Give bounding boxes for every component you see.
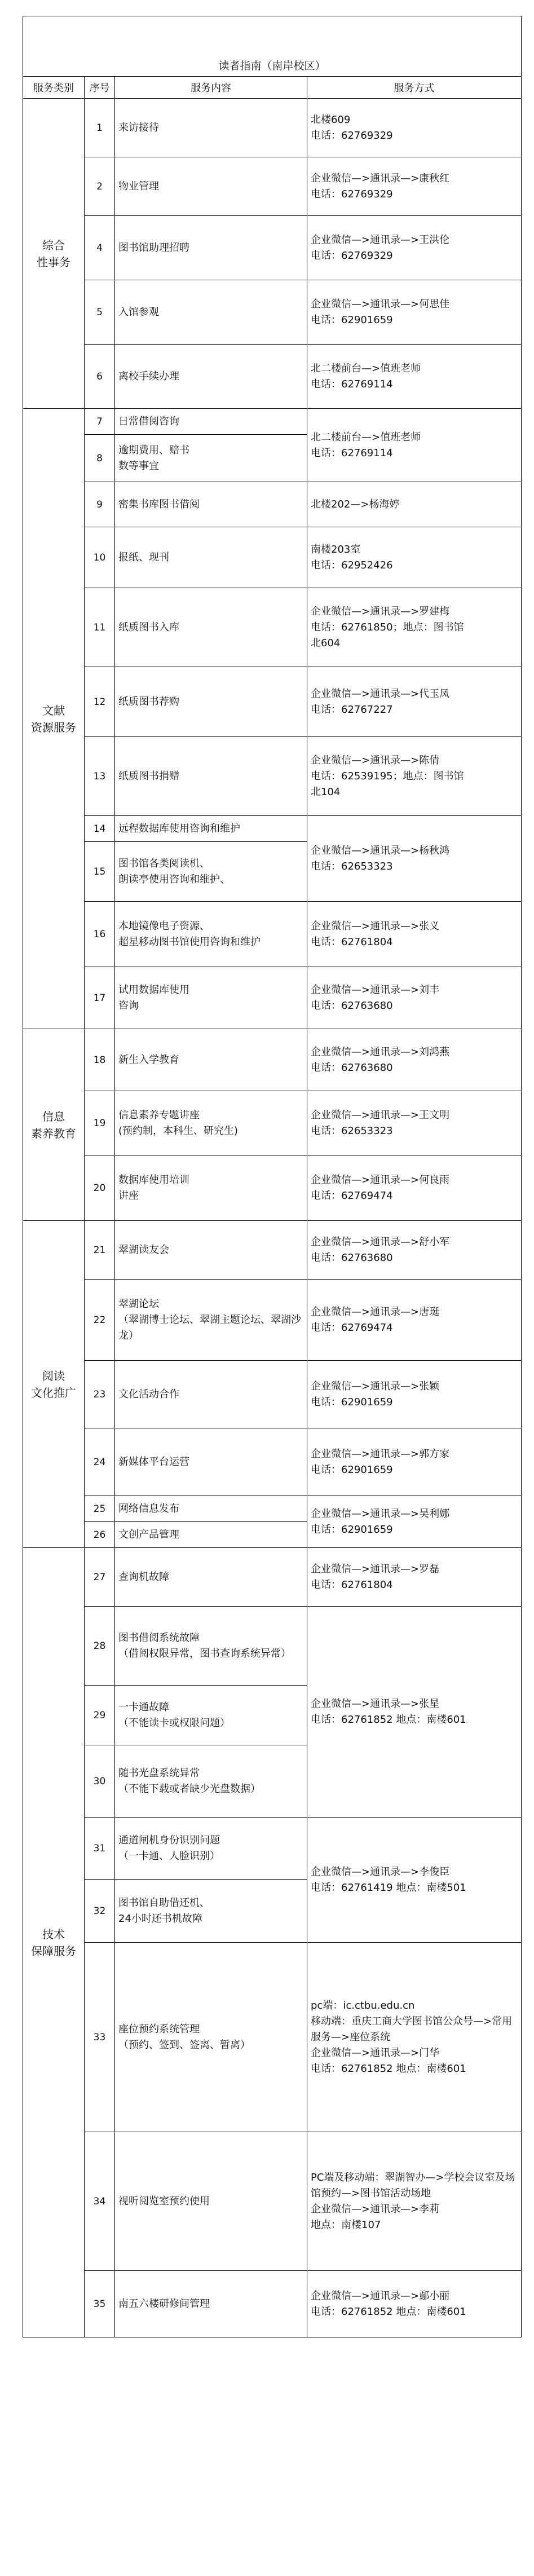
table-row bbox=[23, 902, 522, 967]
service-method: 企业微信—>通讯录—>鄢小丽 电话：62761852 地点：南楼601 bbox=[307, 2271, 522, 2337]
service-method-merged: 企业微信—>通讯录—>张星 电话：62761852 地点：南楼601 bbox=[307, 1607, 522, 1818]
service-method: 企业微信—>通讯录—>何思佳 电话：62901659 bbox=[307, 280, 522, 345]
service-content: 来访接待 bbox=[115, 99, 307, 157]
row-number: 1 bbox=[85, 99, 115, 157]
category-cell: 阅读 文化推广 bbox=[23, 1221, 85, 1548]
service-method: 企业微信—>通讯录—>代玉凤 电话：62767227 bbox=[307, 667, 522, 737]
row-number: 15 bbox=[85, 842, 115, 902]
table-row bbox=[23, 1091, 522, 1155]
category-cell: 综合 性事务 bbox=[23, 99, 85, 409]
row-number: 33 bbox=[85, 1943, 115, 2132]
service-content: 通道闸机身份识别问题 （一卡通、人脸识别） bbox=[115, 1818, 307, 1880]
row-number: 24 bbox=[85, 1428, 115, 1496]
service-content: 试用数据库使用 咨询 bbox=[115, 967, 307, 1029]
service-content: 新媒体平台运营 bbox=[115, 1428, 307, 1496]
table-row bbox=[23, 1221, 522, 1280]
service-method: 北楼202—>杨海婷 bbox=[307, 482, 522, 527]
row-number: 4 bbox=[85, 216, 115, 280]
service-method: 南楼203室 电话：62952426 bbox=[307, 527, 522, 588]
service-content: 日常借阅咨询 bbox=[115, 409, 307, 435]
service-method: pc端：ic.ctbu.edu.cn 移动端：重庆工商大学图书馆公众号—>常用服务—>座位系统 企业微信—>通讯录—>门华 电话：62761852 地点：南楼601 bbox=[307, 1943, 522, 2132]
row-number: 22 bbox=[85, 1280, 115, 1361]
reader-guide-table bbox=[23, 16, 522, 2337]
row-number: 34 bbox=[85, 2132, 115, 2271]
table-row bbox=[23, 588, 522, 667]
table-row bbox=[23, 2271, 522, 2337]
service-method: 企业微信—>通讯录—>何良雨 电话：62769474 bbox=[307, 1155, 522, 1221]
header-number: 序号 bbox=[85, 77, 115, 99]
page-title: 读者指南（南岸校区） bbox=[23, 16, 522, 77]
row-number: 16 bbox=[85, 902, 115, 967]
service-method: 企业微信—>通讯录—>陈倩 电话：62539195；地点：图书馆 北104 bbox=[307, 737, 522, 816]
header-row bbox=[23, 77, 522, 99]
service-content: 离校手续办理 bbox=[115, 345, 307, 409]
service-method: PC端及移动端：翠湖智办—>学校会议室及场馆预约—>图书馆活动场地 企业微信—>通讯录—>李莉 地点：南楼107 bbox=[307, 2132, 522, 2271]
row-number: 28 bbox=[85, 1607, 115, 1686]
service-method: 企业微信—>通讯录—>张颖 电话：62901659 bbox=[307, 1361, 522, 1428]
service-content: 图书馆自助借还机、 24小时还书机故障 bbox=[115, 1880, 307, 1943]
table-row bbox=[23, 1428, 522, 1496]
table-row bbox=[23, 280, 522, 345]
service-content: 纸质图书捐赠 bbox=[115, 737, 307, 816]
row-number: 35 bbox=[85, 2271, 115, 2337]
service-method: 北二楼前台—>值班老师 电话：62769114 bbox=[307, 345, 522, 409]
service-content: 图书馆助理招聘 bbox=[115, 216, 307, 280]
service-content: 查询机故障 bbox=[115, 1548, 307, 1607]
service-content: 报纸、现刊 bbox=[115, 527, 307, 588]
service-content: 文化活动合作 bbox=[115, 1361, 307, 1428]
table-row bbox=[23, 1607, 522, 1686]
service-method: 企业微信—>通讯录—>王洪伦 电话：62769329 bbox=[307, 216, 522, 280]
row-number: 7 bbox=[85, 409, 115, 435]
row-number: 12 bbox=[85, 667, 115, 737]
table-row bbox=[23, 667, 522, 737]
row-number: 17 bbox=[85, 967, 115, 1029]
table-row bbox=[23, 967, 522, 1029]
service-method-merged: 企业微信—>通讯录—>李俊臣 电话：62761419 地点：南楼501 bbox=[307, 1818, 522, 1943]
header-method: 服务方式 bbox=[307, 77, 522, 99]
table-row bbox=[23, 157, 522, 216]
service-content: 南五六楼研修间管理 bbox=[115, 2271, 307, 2337]
service-method: 企业微信—>通讯录—>王文明 电话：62653323 bbox=[307, 1091, 522, 1155]
service-content: 视听阅览室预约使用 bbox=[115, 2132, 307, 2271]
table-row bbox=[23, 1548, 522, 1607]
table-row bbox=[23, 816, 522, 842]
service-method: 企业微信—>通讯录—>罗建梅 电话：62761850；地点：图书馆 北604 bbox=[307, 588, 522, 667]
service-method-merged: 企业微信—>通讯录—>杨秋鸿 电话：62653323 bbox=[307, 816, 522, 902]
row-number: 18 bbox=[85, 1029, 115, 1091]
service-content: 一卡通故障 （不能读卡或权限问题） bbox=[115, 1686, 307, 1745]
category-cell: 文献 资源服务 bbox=[23, 409, 85, 1029]
service-method: 企业微信—>通讯录—>康秋红 电话：62769329 bbox=[307, 157, 522, 216]
table-row bbox=[23, 345, 522, 409]
service-method: 企业微信—>通讯录—>刘鸿燕 电话：62763680 bbox=[307, 1029, 522, 1091]
table-row bbox=[23, 216, 522, 280]
row-number: 27 bbox=[85, 1548, 115, 1607]
table-row bbox=[23, 1361, 522, 1428]
service-content: 逾期费用、赔书 数等事宜 bbox=[115, 435, 307, 482]
service-content: 网络信息发布 bbox=[115, 1496, 307, 1522]
service-method: 企业微信—>通讯录—>罗磊 电话：62761804 bbox=[307, 1548, 522, 1607]
service-content: 信息素养专题讲座 (预约制，本科生、研究生) bbox=[115, 1091, 307, 1155]
service-content: 图书借阅系统故障 （借阅权限异常，图书查询系统异常） bbox=[115, 1607, 307, 1686]
service-method: 企业微信—>通讯录—>刘丰 电话：62763680 bbox=[307, 967, 522, 1029]
service-method: 企业微信—>通讯录—>郭方家 电话：62901659 bbox=[307, 1428, 522, 1496]
row-number: 14 bbox=[85, 816, 115, 842]
table-row bbox=[23, 2132, 522, 2271]
table-row bbox=[23, 527, 522, 588]
service-content: 物业管理 bbox=[115, 157, 307, 216]
table-row bbox=[23, 409, 522, 435]
service-content: 翠湖论坛 （翠湖博士论坛、翠湖主题论坛、翠湖沙龙） bbox=[115, 1280, 307, 1361]
service-content: 入馆参观 bbox=[115, 280, 307, 345]
service-content: 密集书库图书借阅 bbox=[115, 482, 307, 527]
row-number: 2 bbox=[85, 157, 115, 216]
row-number: 25 bbox=[85, 1496, 115, 1522]
service-content: 远程数据库使用咨询和维护 bbox=[115, 816, 307, 842]
service-content: 纸质图书荐购 bbox=[115, 667, 307, 737]
service-content: 新生入学教育 bbox=[115, 1029, 307, 1091]
service-content: 数据库使用培训 讲座 bbox=[115, 1155, 307, 1221]
table-row bbox=[23, 1029, 522, 1091]
row-number: 9 bbox=[85, 482, 115, 527]
row-number: 21 bbox=[85, 1221, 115, 1280]
row-number: 20 bbox=[85, 1155, 115, 1221]
table-row bbox=[23, 1943, 522, 2132]
row-number: 13 bbox=[85, 737, 115, 816]
category-cell: 信息 素养教育 bbox=[23, 1029, 85, 1221]
row-number: 11 bbox=[85, 588, 115, 667]
row-number: 26 bbox=[85, 1522, 115, 1548]
row-number: 6 bbox=[85, 345, 115, 409]
service-method-merged: 北二楼前台—>值班老师 电话：62769114 bbox=[307, 409, 522, 482]
table-row bbox=[23, 1280, 522, 1361]
header-content: 服务内容 bbox=[115, 77, 307, 99]
table-row bbox=[23, 1818, 522, 1880]
service-content: 图书馆各类阅读机、 朗读亭使用咨询和维护、 bbox=[115, 842, 307, 902]
row-number: 10 bbox=[85, 527, 115, 588]
service-method-merged: 企业微信—>通讯录—>吴利娜 电话：62901659 bbox=[307, 1496, 522, 1548]
service-content: 翠湖读友会 bbox=[115, 1221, 307, 1280]
table-body bbox=[23, 16, 522, 2337]
category-cell: 技术 保障服务 bbox=[23, 1548, 85, 2337]
table-row bbox=[23, 737, 522, 816]
service-method: 北楼609 电话：62769329 bbox=[307, 99, 522, 157]
row-number: 30 bbox=[85, 1745, 115, 1818]
row-number: 8 bbox=[85, 435, 115, 482]
table-row bbox=[23, 99, 522, 157]
row-number: 19 bbox=[85, 1091, 115, 1155]
table-row bbox=[23, 1496, 522, 1522]
row-number: 29 bbox=[85, 1686, 115, 1745]
table-row bbox=[23, 1155, 522, 1221]
service-content: 座位预约系统管理 （预约、签到、签离、暂离） bbox=[115, 1943, 307, 2132]
service-method: 企业微信—>通讯录—>张义 电话：62761804 bbox=[307, 902, 522, 967]
header-category: 服务类别 bbox=[23, 77, 85, 99]
row-number: 23 bbox=[85, 1361, 115, 1428]
service-method: 企业微信—>通讯录—>唐珽 电话：62769474 bbox=[307, 1280, 522, 1361]
row-number: 5 bbox=[85, 280, 115, 345]
service-content: 文创产品管理 bbox=[115, 1522, 307, 1548]
service-content: 本地镜像电子资源、 超星移动图书馆使用咨询和维护 bbox=[115, 902, 307, 967]
table-row bbox=[23, 482, 522, 527]
service-content: 随书光盘系统异常 （不能下载或者缺少光盘数据） bbox=[115, 1745, 307, 1818]
row-number: 31 bbox=[85, 1818, 115, 1880]
row-number: 32 bbox=[85, 1880, 115, 1943]
title-row bbox=[23, 16, 522, 77]
service-method: 企业微信—>通讯录—>舒小军 电话：62763680 bbox=[307, 1221, 522, 1280]
service-content: 纸质图书入库 bbox=[115, 588, 307, 667]
